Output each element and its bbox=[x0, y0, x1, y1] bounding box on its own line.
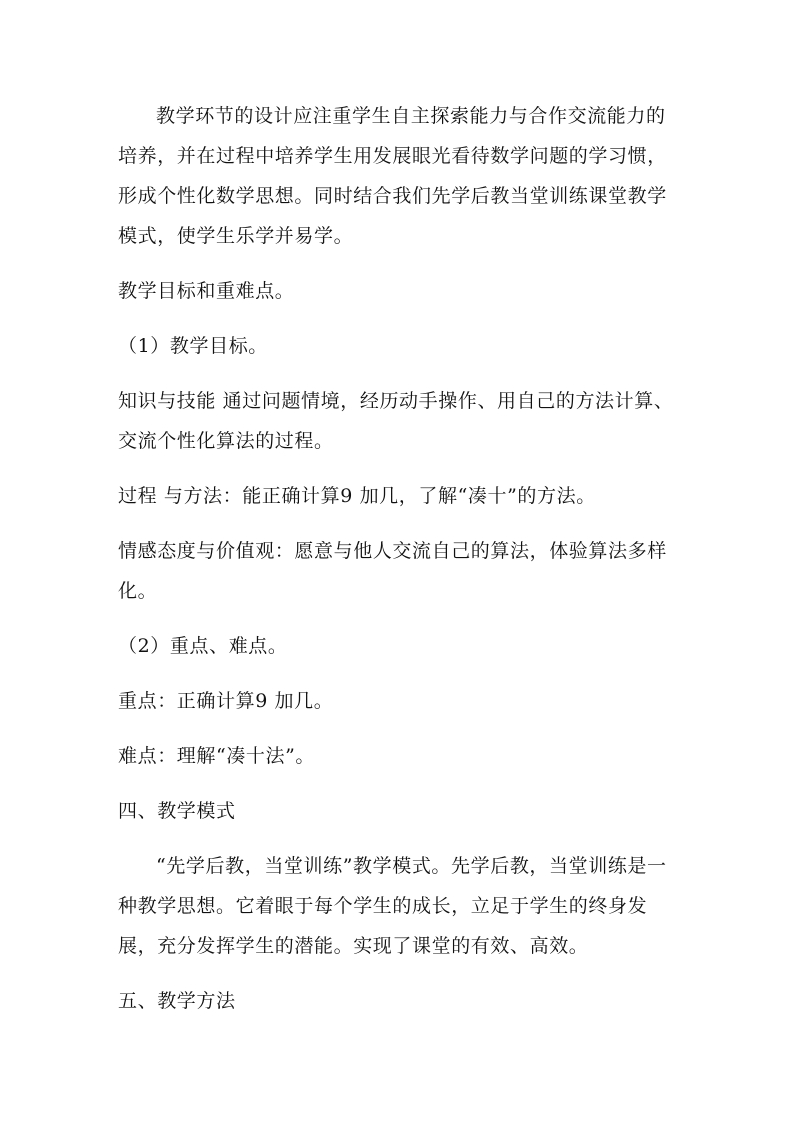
paragraph-process-and-method: 过程 与方法：能正确计算9 加几，了解“凑十”的方法。 bbox=[118, 485, 596, 507]
paragraph-key-point: 重点：正确计算9 加几。 bbox=[118, 690, 334, 712]
subheading-key-and-difficult-points: （2）重点、难点。 bbox=[118, 635, 288, 657]
paragraph-difficult-point: 难点：理解“凑十法”。 bbox=[118, 745, 316, 767]
paragraph-teaching-design: 教学环节的设计应注重学生自主探索能力与合作交流能力的培养，并在过程中培养学生用发展眼光看待数学问题的学习惯，形成个性化数学思想。同时结合我们先学后教当堂训练课堂教学模式，使学生乐学并易学。 bbox=[118, 105, 667, 247]
paragraph-knowledge-and-skills: 知识与技能 通过问题情境，经历动手操作、用自己的方法计算、交流个性化算法的过程。 bbox=[118, 390, 674, 452]
heading-teaching-methods: 五、教学方法 bbox=[118, 990, 236, 1012]
subheading-teaching-objectives: （1）教学目标。 bbox=[118, 335, 268, 357]
paragraph-teaching-model-description: “先学后教，当堂训练”教学模式。先学后教，当堂训练是一种教学思想。它着眼于每个学生的成长，立足于学生的终身发展，充分发挥学生的潜能。实现了课堂的有效、高效。 bbox=[118, 855, 667, 957]
document-body bbox=[118, 96, 680, 1021]
heading-objectives-and-difficulties: 教学目标和重难点。 bbox=[118, 280, 295, 302]
heading-teaching-model: 四、教学模式 bbox=[118, 800, 236, 822]
paragraph-emotion-and-values: 情感态度与价值观：愿意与他人交流自己的算法，体验算法多样化。 bbox=[118, 540, 667, 602]
